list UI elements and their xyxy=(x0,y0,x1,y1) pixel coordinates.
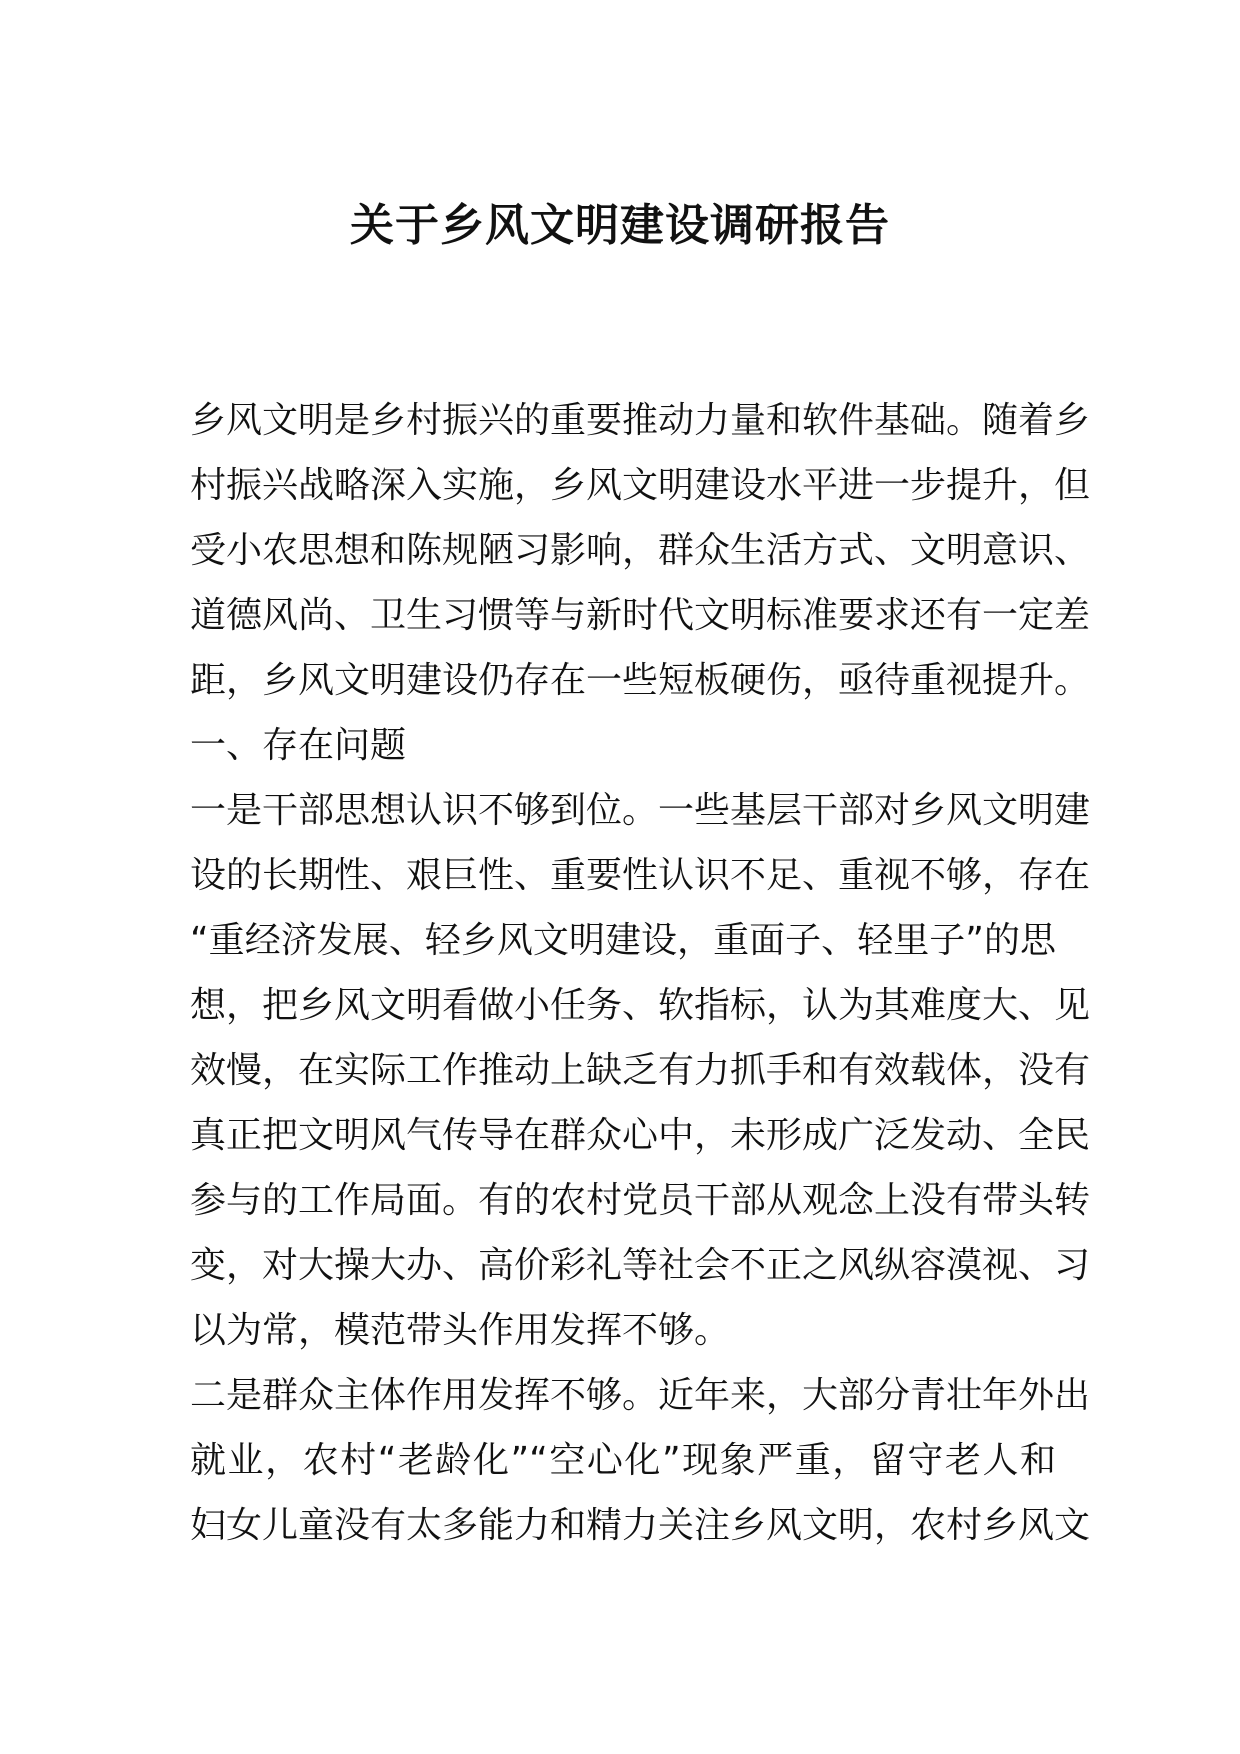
text-line: 想，把乡风文明看做小任务、软指标，认为其难度大、见 xyxy=(190,985,1091,1026)
text-line: 村振兴战略深入实施，乡风文明建设水平进一步提升，但 xyxy=(190,465,1091,506)
text-line: 效慢，在实际工作推动上缺乏有力抓手和有效载体，没有 xyxy=(190,1050,1091,1091)
document-body xyxy=(190,388,1091,1558)
text-line: 一、存在问题 xyxy=(190,725,407,766)
text-line: 道德风尚、卫生习惯等与新时代文明标准要求还有一定差 xyxy=(190,595,1091,636)
text-line: 乡风文明是乡村振兴的重要推动力量和软件基础。随着乡 xyxy=(190,400,1091,441)
text-line: 二是群众主体作用发挥不够。近年来，大部分青壮年外出 xyxy=(190,1375,1091,1416)
text-line: “重经济发展、轻乡风文明建设，重面子、轻里子”的思 xyxy=(190,920,1056,961)
text-line: 就业，农村“老龄化”“空心化”现象严重，留守老人和 xyxy=(190,1440,1056,1481)
document-title: 关于乡风文明建设调研报告 xyxy=(350,200,890,251)
text-line: 距，乡风文明建设仍存在一些短板硬伤，亟待重视提升。 xyxy=(190,660,1091,701)
text-line: 参与的工作局面。有的农村党员干部从观念上没有带头转 xyxy=(190,1180,1091,1221)
text-line: 真正把文明风气传导在群众心中，未形成广泛发动、全民 xyxy=(190,1115,1091,1156)
text-line: 变，对大操大办、高价彩礼等社会不正之风纵容漠视、习 xyxy=(190,1245,1091,1286)
text-line: 以为常，模范带头作用发挥不够。 xyxy=(190,1310,731,1351)
text-line: 一是干部思想认识不够到位。一些基层干部对乡风文明建 xyxy=(190,790,1091,831)
text-line: 妇女儿童没有太多能力和精力关注乡风文明，农村乡风文 xyxy=(190,1505,1091,1546)
text-line: 设的长期性、艰巨性、重要性认识不足、重视不够，存在 xyxy=(190,855,1091,896)
text-line: 受小农思想和陈规陋习影响，群众生活方式、文明意识、 xyxy=(190,530,1091,571)
